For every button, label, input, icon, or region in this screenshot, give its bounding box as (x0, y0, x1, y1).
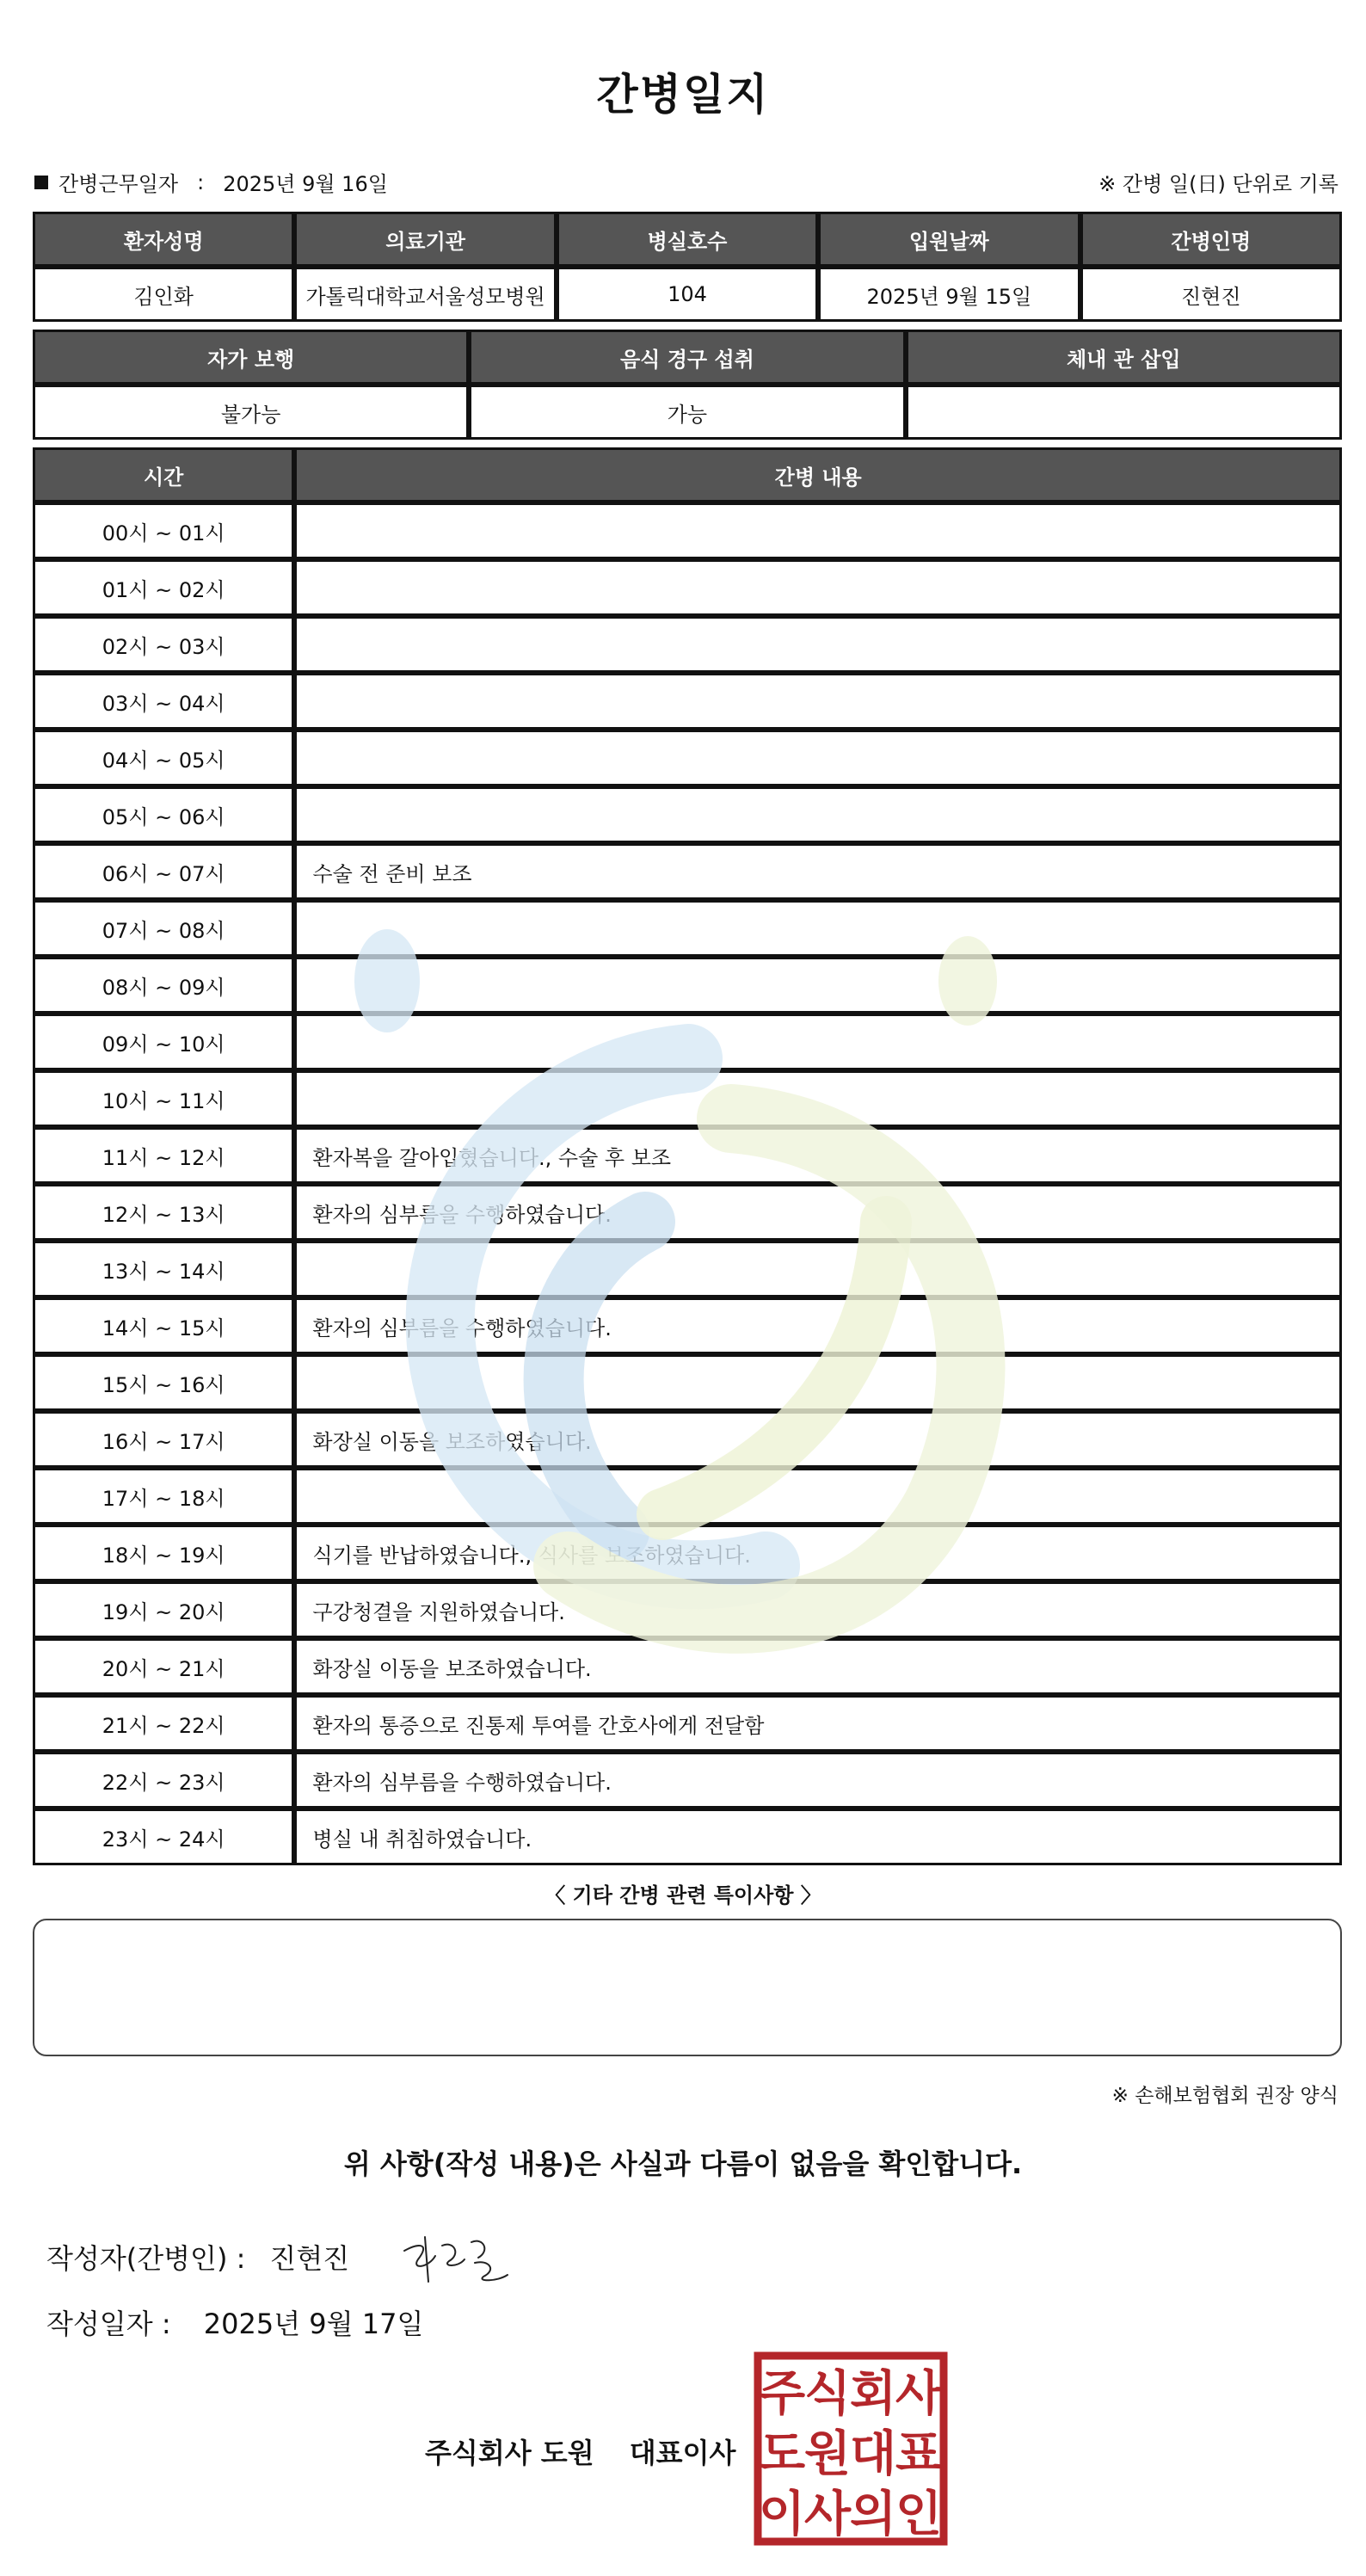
header-self-walking: 자가 보행 (33, 330, 469, 385)
table-row (33, 1752, 1342, 1809)
work-date-line (34, 167, 388, 197)
care-content: 식기를 반납하였습니다., 식사를 보조하였습니다. (294, 1525, 1342, 1581)
table-row (33, 1184, 1342, 1241)
care-content (294, 1468, 1342, 1525)
care-content (294, 1241, 1342, 1297)
care-content (294, 673, 1342, 730)
table-row (33, 1411, 1342, 1468)
time-slot: 20시 ~ 21시 (33, 1638, 294, 1695)
care-content: 환자의 통증으로 진통제 투여를 간호사에게 전달함 (294, 1695, 1342, 1752)
header-patient-name: 환자성명 (33, 212, 294, 267)
time-slot: 16시 ~ 17시 (33, 1411, 294, 1468)
time-slot: 06시 ~ 07시 (33, 843, 294, 900)
table-row (33, 1581, 1342, 1638)
time-slot: 22시 ~ 23시 (33, 1752, 294, 1809)
seal-character: 의 (849, 2487, 897, 2542)
time-slot: 21시 ~ 22시 (33, 1695, 294, 1752)
table-row (33, 786, 1342, 843)
confirmation-statement: 위 사항(작성 내용)은 사실과 다름이 없음을 확인합니다. (343, 2148, 1023, 2180)
tube-insertion-value (906, 385, 1342, 440)
time-slot: 10시 ~ 11시 (33, 1070, 294, 1127)
black-square-icon (34, 176, 48, 189)
seal-character: 사 (803, 2487, 852, 2542)
hospital-value: 가톨릭대학교서울성모병원 (294, 267, 556, 322)
table-row (33, 957, 1342, 1014)
care-content (294, 616, 1342, 673)
table-row (33, 1695, 1342, 1752)
seal-character: 식 (803, 2366, 852, 2422)
author-label: 작성자(간병인) : (46, 2242, 246, 2275)
company-name: 주식회사 도원 (425, 2437, 594, 2469)
time-slot: 07시 ~ 08시 (33, 900, 294, 957)
seal-character: 대 (849, 2426, 897, 2482)
caregiver-name-value: 진현진 (1080, 267, 1342, 322)
table-row (33, 1014, 1342, 1070)
table-row (33, 1354, 1342, 1411)
care-content: 구강청결을 지원하였습니다. (294, 1581, 1342, 1638)
time-slot: 19시 ~ 20시 (33, 1581, 294, 1638)
care-content (294, 730, 1342, 786)
work-date-label: 간병근무일자 (58, 172, 179, 196)
handwritten-signature (394, 2225, 523, 2290)
table-row (33, 1297, 1342, 1354)
seal-character: 인 (895, 2487, 943, 2542)
care-content: 수술 전 준비 보조 (294, 843, 1342, 900)
time-slot: 15시 ~ 16시 (33, 1354, 294, 1411)
care-content (294, 1354, 1342, 1411)
table-row (33, 730, 1342, 786)
oral-intake-value: 가능 (469, 385, 905, 440)
table-row (33, 900, 1342, 957)
table-row (33, 673, 1342, 730)
header-time: 시간 (33, 447, 294, 502)
work-date-separator: : (197, 169, 205, 194)
unit-note: ※ 간병 일(日) 단위로 기록 (1098, 172, 1338, 196)
care-log-table (33, 447, 1342, 1865)
table-row (33, 1127, 1342, 1184)
author-name: 진현진 (269, 2242, 350, 2275)
care-content: 환자의 심부름을 수행하였습니다. (294, 1297, 1342, 1354)
table-row (33, 616, 1342, 673)
care-content: 환자의 심부름을 수행하였습니다. (294, 1752, 1342, 1809)
special-notes-box (33, 1919, 1342, 2056)
header-care-content: 간병 내용 (294, 447, 1342, 502)
table-row (33, 1525, 1342, 1581)
care-content: 화장실 이동을 보조하였습니다. (294, 1638, 1342, 1695)
self-walking-value: 불가능 (33, 385, 469, 440)
time-slot: 13시 ~ 14시 (33, 1241, 294, 1297)
time-slot: 02시 ~ 03시 (33, 616, 294, 673)
seal-character: 이 (758, 2487, 806, 2542)
time-slot: 05시 ~ 06시 (33, 786, 294, 843)
time-slot: 14시 ~ 15시 (33, 1297, 294, 1354)
seal-character: 원 (803, 2426, 852, 2482)
table-row (33, 1468, 1342, 1525)
table-row (33, 1241, 1342, 1297)
write-date-line (46, 2302, 423, 2342)
room-number-value: 104 (557, 267, 818, 322)
write-date-value: 2025년 9월 17일 (203, 2308, 424, 2340)
work-date-value: 2025년 9월 16일 (223, 172, 388, 196)
table-row (33, 559, 1342, 616)
care-content: 환자복을 갈아입혔습니다., 수술 후 보조 (294, 1127, 1342, 1184)
care-content (294, 900, 1342, 957)
time-slot: 08시 ~ 09시 (33, 957, 294, 1014)
time-slot: 09시 ~ 10시 (33, 1014, 294, 1070)
seal-character: 회 (849, 2366, 897, 2422)
time-slot: 17시 ~ 18시 (33, 1468, 294, 1525)
seal-character: 주 (758, 2366, 806, 2422)
author-line (46, 2237, 349, 2277)
header-oral-intake: 음식 경구 섭취 (469, 330, 905, 385)
patient-name-value: 김인화 (33, 267, 294, 322)
patient-status-table (33, 330, 1342, 440)
care-content (294, 1070, 1342, 1127)
table-row (33, 1070, 1342, 1127)
header-hospital: 의료기관 (294, 212, 556, 267)
header-admission-date: 입원날짜 (818, 212, 1080, 267)
time-slot: 03시 ~ 04시 (33, 673, 294, 730)
patient-info-table (33, 212, 1342, 322)
care-content: 병실 내 취침하였습니다. (294, 1809, 1342, 1865)
company-seal-stamp (754, 2351, 948, 2546)
seal-character: 표 (895, 2426, 943, 2482)
header-tube-insertion: 체내 관 삽입 (906, 330, 1342, 385)
seal-character: 사 (895, 2366, 943, 2422)
table-row (33, 1809, 1342, 1865)
care-content (294, 786, 1342, 843)
seal-character: 도 (758, 2426, 806, 2482)
admission-date-value: 2025년 9월 15일 (818, 267, 1080, 322)
time-slot: 12시 ~ 13시 (33, 1184, 294, 1241)
special-notes-title: 〈 기타 간병 관련 특이사항 〉 (545, 1883, 821, 1907)
time-slot: 01시 ~ 02시 (33, 559, 294, 616)
document-title: 간병일지 (596, 70, 770, 120)
time-slot: 11시 ~ 12시 (33, 1127, 294, 1184)
table-row (33, 843, 1342, 900)
care-content: 환자의 심부름을 수행하였습니다. (294, 1184, 1342, 1241)
header-room-number: 병실호수 (557, 212, 818, 267)
care-content (294, 502, 1342, 559)
representative-title: 대표이사 (629, 2437, 736, 2469)
write-date-label: 작성일자 : (46, 2308, 171, 2340)
time-slot: 18시 ~ 19시 (33, 1525, 294, 1581)
table-row (33, 502, 1342, 559)
care-content (294, 559, 1342, 616)
table-row (33, 1638, 1342, 1695)
header-caregiver-name: 간병인명 (1080, 212, 1342, 267)
time-slot: 23시 ~ 24시 (33, 1809, 294, 1865)
company-line (425, 2431, 735, 2471)
association-note: ※ 손해보험협회 권장 양식 (1111, 2085, 1338, 2107)
time-slot: 00시 ~ 01시 (33, 502, 294, 559)
care-content: 화장실 이동을 보조하였습니다. (294, 1411, 1342, 1468)
care-content (294, 1014, 1342, 1070)
time-slot: 04시 ~ 05시 (33, 730, 294, 786)
care-content (294, 957, 1342, 1014)
